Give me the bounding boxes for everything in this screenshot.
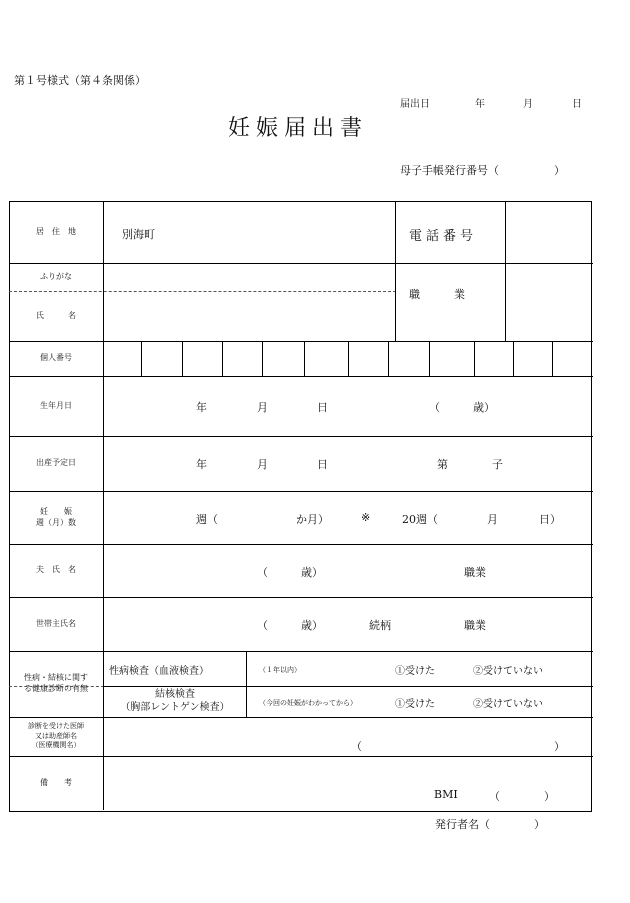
- date-day: 日: [572, 99, 582, 110]
- due-month: 月: [257, 458, 268, 471]
- number-cell-divider: [262, 341, 263, 376]
- gestation-label: [9, 491, 103, 544]
- bmi-value: （ ）: [489, 790, 555, 803]
- health-check-label: [9, 651, 103, 717]
- due-year: 年: [196, 458, 207, 471]
- number-cell-divider: [513, 341, 514, 376]
- gestation-months: か月）: [296, 513, 329, 526]
- husband-occupation: 職業: [464, 566, 486, 579]
- tb-test-period: （今回の妊娠がわかってから）: [259, 699, 357, 707]
- personal-number-label: 個人番号: [40, 353, 72, 363]
- tb-test-no: ②受けていない: [473, 699, 543, 710]
- gestation-label-line1: 妊 娠: [40, 506, 72, 516]
- health-check-label-line1: 性病・結核に関す: [24, 673, 88, 683]
- column-divider: [505, 201, 506, 341]
- address-label: 居 住 地: [36, 226, 76, 236]
- birth-month: 月: [257, 401, 268, 414]
- address-value: 別海町: [122, 228, 155, 241]
- householder-occupation: 職業: [464, 619, 486, 632]
- std-test-label: 性病検査（血液検査）: [109, 666, 209, 677]
- gestation-weeks: 週（: [196, 513, 218, 526]
- tb-test-label: [104, 686, 246, 717]
- due-date-label: 出産予定日: [36, 458, 76, 468]
- issuer-name: 発行者名（ ）: [435, 818, 545, 831]
- doctor-label-line2: 又は助産師名: [35, 731, 77, 740]
- child-order-suffix: 子: [492, 458, 503, 471]
- doctor-label-line3: （医療機関名）: [31, 741, 81, 750]
- number-cell-divider: [388, 341, 389, 376]
- number-cell-divider: [552, 341, 553, 376]
- column-divider: [246, 651, 247, 717]
- twenty-weeks-month: 月: [487, 513, 498, 526]
- name-label: 氏 名: [36, 310, 76, 320]
- doctor-label-line1: 診断を受けた医師: [28, 722, 84, 731]
- number-cell-divider: [474, 341, 475, 376]
- health-check-label-line2: る健康診断の有無: [24, 684, 88, 693]
- gestation-label-line2: 週（月）数: [36, 517, 76, 527]
- householder-label: 世帯主氏名: [36, 618, 76, 628]
- label-column-divider: [103, 201, 104, 810]
- furigana-label: ふりがな: [40, 271, 72, 281]
- twenty-weeks-day: 日）: [539, 513, 561, 526]
- std-test-period: （１年以内）: [259, 666, 301, 674]
- doctor-paren-open: （: [351, 740, 362, 753]
- phone-label: 電話番号: [409, 229, 478, 244]
- column-divider: [395, 201, 396, 341]
- date-label: 届出日: [400, 99, 430, 110]
- number-cell-divider: [222, 341, 223, 376]
- date-year: 年: [475, 99, 485, 110]
- birth-year: 年: [196, 401, 207, 414]
- child-order-prefix: 第: [437, 458, 448, 471]
- form-number: 第１号様式（第４条関係）: [14, 74, 146, 87]
- std-test-yes: ①受けた: [395, 666, 435, 677]
- tb-test-label-line2: （胸部レントゲン検査）: [120, 701, 230, 713]
- date-month: 月: [523, 99, 533, 110]
- doctor-paren-close: ）: [554, 740, 565, 753]
- due-day: 日: [317, 458, 328, 471]
- tb-test-label-line1: 結核検査: [155, 689, 195, 700]
- bmi-label: BMI: [434, 788, 458, 801]
- tb-test-yes: ①受けた: [395, 699, 435, 710]
- occupation-label: 職 業: [409, 288, 469, 301]
- husband-age: （ 歳）: [257, 566, 323, 579]
- householder-age: （ 歳）: [257, 619, 323, 632]
- husband-label: 夫 氏 名: [36, 565, 76, 575]
- form-table: [9, 201, 593, 813]
- doctor-label: [9, 717, 103, 756]
- number-cell-divider: [182, 341, 183, 376]
- number-cell-divider: [348, 341, 349, 376]
- number-cell-divider: [429, 341, 430, 376]
- number-cell-divider: [141, 341, 142, 376]
- birthdate-label: 生年月日: [40, 400, 72, 410]
- handbook-number: 母子手帳発行番号（ ）: [400, 164, 565, 177]
- birth-age: （ 歳）: [429, 401, 495, 414]
- householder-relation: 続柄: [369, 619, 391, 632]
- number-cell-divider: [304, 341, 305, 376]
- page-title: 妊娠届出書: [228, 116, 369, 141]
- birth-day: 日: [317, 401, 328, 414]
- remarks-label: 備 考: [40, 777, 72, 787]
- note-mark: ※: [361, 511, 371, 524]
- std-test-no: ②受けていない: [473, 666, 543, 677]
- twenty-weeks-date: 20週（: [402, 513, 438, 526]
